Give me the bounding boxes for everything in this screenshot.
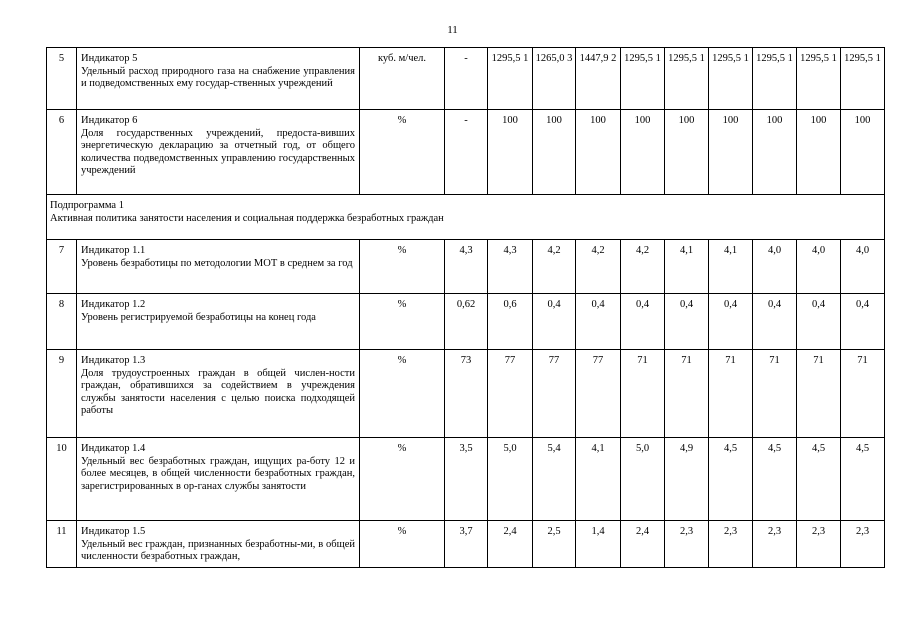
value-cell: 0,4 [797,294,841,350]
indicator-cell [77,521,360,568]
value-cell: - [445,110,488,195]
indicator-cell [77,48,360,110]
value-cell: 71 [709,350,753,438]
value-cell: 71 [841,350,885,438]
value-cell: 5,0 [621,438,665,521]
section-cell [47,195,885,240]
value-cell: 1295,5 1 [709,48,753,110]
value-cell: 0,4 [533,294,576,350]
value-cell: 2,3 [797,521,841,568]
unit-cell: % [360,294,445,350]
unit-cell: % [360,438,445,521]
value-cell: 1295,5 1 [665,48,709,110]
indicator-title: Индикатор 5 [81,53,138,64]
value-cell: 3,7 [445,521,488,568]
indicator-description: Доля государственных учреждений, предоста-вивших энергетическую декларацию за отчетный год, от общего количества подведомственных управлению государственных учреждений [81,127,355,176]
value-cell: 100 [533,110,576,195]
value-cell: 4,0 [797,240,841,294]
indicator-cell [77,294,360,350]
indicator-title: Индикатор 1.1 [81,245,146,256]
indicator-title: Индикатор 6 [81,115,138,126]
indicators-table [46,47,885,568]
value-cell: 4,3 [445,240,488,294]
indicator-description: Доля трудоустроенных граждан в общей числен-ности граждан, обратившихся за содействием в учреждения службы занятости населения с целью поиска подходящей работы [81,367,355,416]
value-cell: 4,5 [753,438,797,521]
indicator-title: Индикатор 1.3 [81,355,146,366]
value-cell: 77 [488,350,533,438]
indicator-cell [77,350,360,438]
value-cell: 100 [841,110,885,195]
value-cell: - [445,48,488,110]
unit-cell: куб. м/чел. [360,48,445,110]
value-cell: 0,6 [488,294,533,350]
table-row [47,350,885,438]
page-number: 11 [447,24,458,36]
value-cell: 4,1 [709,240,753,294]
value-cell: 4,5 [841,438,885,521]
value-cell: 100 [576,110,621,195]
value-cell: 0,4 [665,294,709,350]
section-description: Активная политика занятости населения и социальная поддержка безработных граждан [50,212,444,224]
table-row [47,240,885,294]
table-row [47,438,885,521]
value-cell: 4,1 [665,240,709,294]
indicator-description: Уровень безработицы по методологии МОТ в среднем за год [81,257,353,269]
indicator-title: Индикатор 1.5 [81,526,146,537]
value-cell: 0,4 [753,294,797,350]
row-number: 7 [47,240,77,294]
value-cell: 4,0 [753,240,797,294]
value-cell: 71 [753,350,797,438]
value-cell: 0,62 [445,294,488,350]
value-cell: 71 [797,350,841,438]
value-cell: 73 [445,350,488,438]
row-number: 10 [47,438,77,521]
value-cell: 4,2 [576,240,621,294]
section-title: Подпрограмма 1 [50,200,124,211]
value-cell: 0,4 [709,294,753,350]
table-row [47,294,885,350]
indicator-title: Индикатор 1.2 [81,299,146,310]
indicator-description: Удельный вес граждан, признанных безработны-ми, в общей численности безработных граждан, [81,538,355,562]
indicator-description: Уровень регистрируемой безработицы на конец года [81,311,316,323]
value-cell: 71 [665,350,709,438]
value-cell: 4,3 [488,240,533,294]
value-cell: 100 [621,110,665,195]
unit-cell: % [360,240,445,294]
value-cell: 100 [797,110,841,195]
value-cell: 5,0 [488,438,533,521]
table-row [47,521,885,568]
value-cell: 100 [753,110,797,195]
value-cell: 100 [665,110,709,195]
row-number: 11 [47,521,77,568]
value-cell: 1295,5 1 [621,48,665,110]
section-row [47,195,885,240]
unit-cell: % [360,110,445,195]
value-cell: 2,4 [488,521,533,568]
value-cell: 1265,0 3 [533,48,576,110]
table-body [47,48,885,568]
value-cell: 1295,5 1 [753,48,797,110]
value-cell: 71 [621,350,665,438]
indicator-cell [77,110,360,195]
table-row [47,48,885,110]
value-cell: 0,4 [841,294,885,350]
indicator-cell [77,438,360,521]
value-cell: 5,4 [533,438,576,521]
indicator-description: Удельный вес безработных граждан, ищущих ра-боту 12 и более месяцев, в общей численности безработных граждан, зарегистрированных в ор-ганах службы занятости [81,455,355,492]
row-number: 6 [47,110,77,195]
row-number: 8 [47,294,77,350]
value-cell: 4,1 [576,438,621,521]
value-cell: 2,3 [841,521,885,568]
value-cell: 2,3 [665,521,709,568]
value-cell: 2,3 [709,521,753,568]
indicator-description: Удельный расход природного газа на снабжение управления и подведомственных ему государ-ственных учреждений [81,65,355,89]
value-cell: 1447,9 2 [576,48,621,110]
value-cell: 4,2 [621,240,665,294]
value-cell: 0,4 [621,294,665,350]
value-cell: 1295,5 1 [488,48,533,110]
value-cell: 100 [709,110,753,195]
value-cell: 1,4 [576,521,621,568]
value-cell: 2,4 [621,521,665,568]
unit-cell: % [360,521,445,568]
value-cell: 4,5 [709,438,753,521]
value-cell: 4,0 [841,240,885,294]
value-cell: 1295,5 1 [797,48,841,110]
value-cell: 77 [576,350,621,438]
value-cell: 0,4 [576,294,621,350]
value-cell: 4,2 [533,240,576,294]
unit-cell: % [360,350,445,438]
value-cell: 4,5 [797,438,841,521]
value-cell: 100 [488,110,533,195]
value-cell: 2,3 [753,521,797,568]
value-cell: 4,9 [665,438,709,521]
row-number: 5 [47,48,77,110]
value-cell: 1295,5 1 [841,48,885,110]
value-cell: 3,5 [445,438,488,521]
indicator-cell [77,240,360,294]
value-cell: 2,5 [533,521,576,568]
table-row [47,110,885,195]
value-cell: 77 [533,350,576,438]
indicator-title: Индикатор 1.4 [81,443,146,454]
row-number: 9 [47,350,77,438]
